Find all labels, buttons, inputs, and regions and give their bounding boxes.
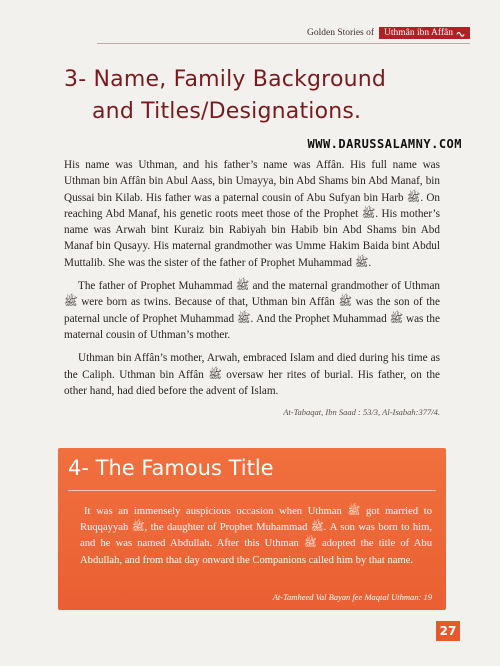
subject-tag-label: Uthmân ibn Affân bbox=[384, 28, 453, 38]
paragraph-2: The father of Prophet Muhammad ﷺ and the maternal grandmother of Uthman ﷺ were born as twins. Because of that, Uthman bin Affân ﷺ was the son of the paternal uncle of Prophet Muhammad ﷺ. And the Prophet Muhammad ﷺ was the maternal cousin of Uthman’s mother. bbox=[64, 280, 440, 341]
section-4-box bbox=[58, 448, 446, 610]
section-3-title-line2: and Titles/Designations. bbox=[92, 99, 362, 124]
section-4-title: 4- The Famous Title bbox=[68, 456, 274, 480]
running-header bbox=[307, 27, 470, 39]
honorific-icon bbox=[456, 29, 465, 38]
section-4-rule bbox=[68, 490, 436, 491]
subject-tag bbox=[379, 27, 470, 39]
website-watermark: WWW.DARUSSALAMNY.COM bbox=[307, 137, 462, 151]
book-title: Golden Stories of bbox=[307, 28, 375, 38]
paragraph-1: His name was Uthman, and his father’s name was Affân. His full name was Uthman bin Affân bin Abul Aass, bin Umayya, bin Abd Shams bin Abd Manaf, bin Qussai bin Kilab. His father was a paternal cousin of Abu Sufyan bin Harb ﷺ. On reaching Abd Manaf, his genetic roots meet those of the Prophet ﷺ. His mother’s name was Arwah bint Kuraiz bin Rabiyah bin Habib bin Abd Shams bin Abd Manaf bin Qusayy. His maternal grandmother was Umme Hakim Baida bint Abdul Muttalib. She was the sister of the father of Prophet Muhammad ﷺ. bbox=[64, 159, 440, 269]
section-3-title-line1: 3- Name, Family Background bbox=[64, 67, 387, 92]
section-3-body bbox=[64, 157, 440, 420]
page-number: 27 bbox=[436, 621, 460, 641]
paragraph-3: Uthman bin Affân’s mother, Arwah, embraced Islam and died during his time as the Caliph. Uthman bin Affân ﷺ oversaw her rites of burial. His father, on the other hand, had died before the advent of Islam. bbox=[64, 352, 441, 397]
reference-citation: At-Tabaqat, Ibn Saad : 53/3, Al-Isabah:377/4. bbox=[283, 407, 440, 418]
section-4-reference: At-Tamheed Val Bayan fee Maqtal Uthman: 19 bbox=[272, 592, 432, 602]
section-4-text: It was an immensely auspicious occasion when Uthman ﷺ got married to Ruqqayyah ﷺ, the daughter of Prophet Muhammad ﷺ. A son was born to him, and he was named Abdullah. After this Uthman ﷺ adopted the title of Abu Abdullah, and from that day onward the Companions called him by that name. bbox=[80, 506, 433, 566]
section-3-title bbox=[64, 64, 464, 128]
header-rule bbox=[97, 43, 470, 44]
